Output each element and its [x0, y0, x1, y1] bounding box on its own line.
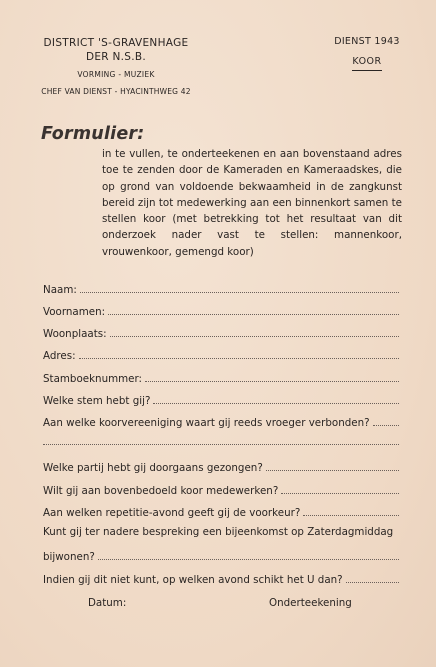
field-naam[interactable] [43, 281, 399, 297]
organization-header [0, 36, 232, 98]
field-koorvereeniging[interactable] [43, 414, 399, 430]
field-label: Voornamen: [43, 306, 106, 318]
field-label: Kunt gij ter nadere bespreking een bijeenkomst op Zaterdagmiddag [43, 526, 394, 538]
org-line-district: DISTRICT 'S-GRAVENHAGE [43, 37, 189, 49]
fill-line[interactable] [79, 347, 399, 359]
fill-line[interactable] [153, 392, 399, 404]
blank-fill-line[interactable] [43, 444, 399, 445]
org-line-address: CHEF VAN DIENST - HYACINTHWEG 42 [41, 87, 191, 96]
field-repetitie-avond[interactable] [43, 504, 399, 520]
field-welken-avond[interactable] [43, 571, 399, 587]
fill-line[interactable] [373, 414, 399, 426]
field-bijeenkomst [43, 526, 399, 542]
service-year: DIENST 1943 [334, 36, 400, 47]
fill-line[interactable] [281, 482, 399, 494]
form-intro: in te vullen, te onderteekenen en aan bovenstaand adres toe te zenden door de Kameraden en Kameraadskes, die op grond van voldoende bekwaamheid in de zangkunst bereid zijn tot medewerking aan een binnenkort samen te stellen koor (met betrekking tot het resultaat van dit onderzoek nader vast te stellen: mannenkoor, vrouwenkoor, gemengd koor) [102, 148, 402, 258]
field-label: Welke stem hebt gij? [43, 395, 151, 407]
field-label: Aan welke koorvereeniging waart gij reeds vroeger verbonden? [43, 417, 370, 429]
field-woonplaats[interactable] [43, 325, 399, 341]
field-label: Woonplaats: [43, 328, 107, 340]
field-stamboeknummer[interactable] [43, 370, 399, 386]
field-voornamen[interactable] [43, 303, 399, 319]
service-header [322, 35, 412, 71]
org-line-section: VORMING - MUZIEK [77, 70, 155, 79]
fill-line[interactable] [346, 571, 399, 583]
field-label: Welke partij hebt gij doorgaans gezongen? [43, 462, 263, 474]
field-label: Wilt gij aan bovenbedoeld koor medewerken? [43, 485, 279, 497]
field-label: Naam: [43, 284, 77, 296]
field-label: Stamboeknummer: [43, 373, 143, 385]
signature-label: Onderteekening [269, 597, 352, 609]
field-bijwonen[interactable] [43, 548, 399, 564]
department-name: KOOR [352, 55, 381, 71]
field-label: Aan welken repetitie-avond geeft gij de voorkeur? [43, 507, 301, 519]
org-line-nsb: DER N.S.B. [85, 51, 147, 63]
date-label: Datum: [88, 597, 127, 609]
field-label: bijwonen? [43, 551, 95, 563]
fill-line[interactable] [110, 325, 399, 337]
fill-line[interactable] [98, 548, 399, 560]
fill-line[interactable] [145, 370, 399, 382]
field-label: Indien gij dit niet kunt, op welken avond schikt het U dan? [43, 574, 343, 586]
field-medewerken[interactable] [43, 482, 399, 498]
field-label: Adres: [43, 350, 76, 362]
form-title: Formulier: [41, 124, 145, 144]
field-stem[interactable] [43, 392, 399, 408]
field-partij[interactable] [43, 459, 399, 475]
field-adres[interactable] [43, 347, 399, 363]
fill-line[interactable] [303, 504, 399, 516]
fill-line[interactable] [266, 459, 399, 471]
fill-line[interactable] [108, 303, 399, 315]
fill-line[interactable] [80, 281, 399, 293]
